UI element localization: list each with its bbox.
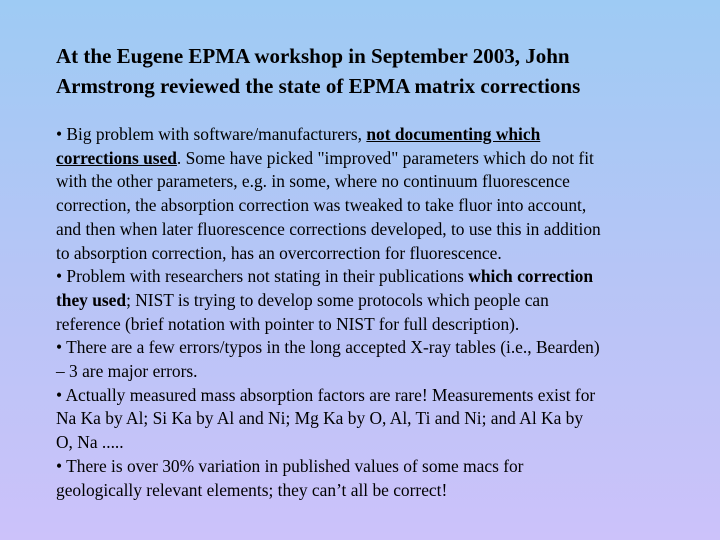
bullet-item [56, 265, 696, 336]
bullet-line: to absorption correction, has an overcorrection for fluorescence. [56, 242, 502, 263]
bullet-line: and then when later fluorescence corrections developed, to use this in addition [56, 218, 601, 239]
bullet-line [56, 147, 696, 171]
bullet-item [56, 336, 696, 383]
bullet-line: Na Ka by Al; Si Ka by Al and Ni; Mg Ka by O, Al, Ti and Ni; and Al Ka by [56, 408, 584, 429]
slide-title [56, 41, 696, 101]
bullet-line: • Actually measured mass absorption factors are rare! Measurements exist for [56, 384, 596, 405]
bullet-item [56, 455, 696, 502]
bullet-line: O, Na ..... [56, 432, 124, 453]
bullet-line [56, 265, 696, 289]
bullet-text: ; NIST is trying to develop some protocols which people can [126, 289, 549, 310]
bullet-item [56, 123, 696, 265]
emphasis-text: not documenting which [366, 124, 541, 144]
emphasis-text: corrections used [56, 147, 177, 168]
title-line: At the Eugene EPMA workshop in September 2003, John [56, 44, 570, 68]
bullet-line: • There are a few errors/typos in the long accepted X-ray tables (i.e., Bearden) [56, 337, 600, 358]
title-line: Armstrong reviewed the state of EPMA matrix corrections [56, 74, 581, 98]
bullet-line: • There is over 30% variation in published values of some macs for [56, 455, 524, 476]
bullet-line: with the other parameters, e.g. in some, where no continuum fluorescence [56, 171, 570, 192]
bullet-line: reference (brief notation with pointer to NIST for full description). [56, 313, 520, 334]
bullet-list [56, 123, 696, 502]
bullet-line [56, 289, 696, 313]
bullet-text: • Big problem with software/manufacturers, [56, 124, 367, 144]
emphasis-text: which correction [468, 266, 594, 287]
bullet-line: correction, the absorption correction was tweaked to take fluor into account, [56, 195, 587, 216]
bullet-text: • Problem with researchers not stating in their publications [56, 266, 469, 287]
bullet-line: geologically relevant elements; they can’t all be correct! [56, 479, 448, 500]
bullet-line [56, 123, 696, 147]
bullet-line: – 3 are major errors. [56, 361, 198, 382]
bullet-text: . Some have picked "improved" parameters which do not fit [176, 147, 594, 168]
emphasis-text: they used [56, 289, 127, 310]
bullet-item [56, 384, 696, 455]
